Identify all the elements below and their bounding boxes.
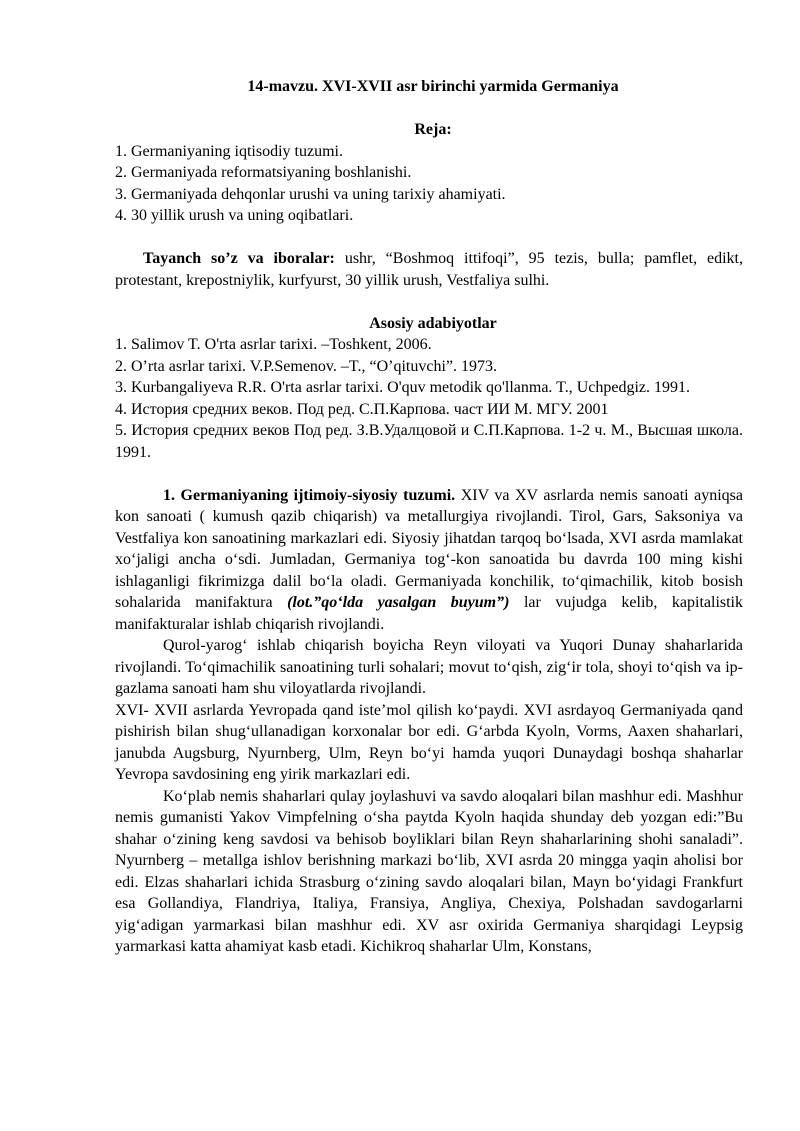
plan-heading: Reja: — [414, 121, 452, 138]
literature-item: 3. Kurbangaliyeva R.R. O'rta asrlar tarixi. O'quv metodik qo'llanma. T., Uchpedgiz. 1991. — [115, 379, 691, 396]
document-page — [115, 76, 743, 958]
literature-heading: Asosiy adabiyotlar — [369, 314, 497, 332]
body-paragraph: XVI- XVII asrlarda Yevropada qand iste’mol qilish ko‘paydi. XVI asrdayoq Germaniyada qand pishirish bilan shug‘ullanadigan korxonalar bor edi. G‘arbda Kyoln, Vorms, Aaxen shaharlari, janubda Augsburg, Nyurnberg, Ulm, Reyn bo‘yi hamda yuqori Dunaydagi boshqa shaharlar Yevropa savdosining eng yirik markazlari edi. — [115, 701, 743, 783]
body-paragraph — [115, 485, 743, 636]
section-heading: 1. Germaniyaning ijtimoiy-siyosiy tuzumi. — [163, 486, 456, 504]
keywords-paragraph — [115, 248, 743, 291]
keywords-label: Tayanch so’z va iboralar: — [143, 250, 335, 267]
literature-list — [115, 334, 743, 463]
plan-list — [115, 141, 743, 227]
literature-item: 4. История средних веков. Под ред. С.П.Карпова. част ИИ М. МГУ. 2001 — [115, 400, 609, 418]
paragraph-text: XIV va XV asrlarda nemis sanoati ayniqsa kon sanoati ( kumush qazib chiqarish) va metallurgiya rivojlandi. Tirol, Gars, Saksoniya va Vestfaliya kon sanoatining markazlari edi. Siyosiy jihatdan tarqoq bo‘lsada, XVI asrda mamlakat xo‘jaligi ancha o‘sdi. Jumladan, Germaniya tog‘-kon sanoatida bu davrda 100 ming kishi ishlaganligi fikrimizga dalil bo‘la oladi. Germaniyada konchilik, to‘qimachilik, kitob bosish sohalarida manifaktura — [115, 486, 743, 611]
literature-item: 2. O’rta asrlar tarixi. V.P.Semenov. –T., “O’qituvchi”. 1973. — [115, 357, 497, 375]
plan-item: 4. 30 yillik urush va uning oqibatlari. — [115, 207, 354, 224]
literature-item: 5. История средних веков Под ред. З.В.Удалцовой и С.П.Карпова. 1-2 ч. М., Высшая школа. 1991. — [115, 422, 743, 461]
plan-item: 3. Germaniyada dehqonlar urushi va uning tarixiy ahamiyati. — [115, 185, 506, 203]
body-paragraph: Qurol-yarog‘ ishlab chiqarish boyicha Reyn viloyati va Yuqori Dunay shaharlarida rivojlandi. To‘qimachilik sanoatining turli sohalari; movut to‘qish, zig‘ir tola, shoyi to‘qish va ip-gazlama sanoati ham shu viloyatlarda rivojlandi. — [115, 637, 743, 697]
plan-item: 2. Germaniyada reformatsiyaning boshlanishi. — [115, 164, 412, 181]
plan-item: 1. Germaniyaning iqtisodiy tuzumi. — [115, 142, 343, 160]
body-paragraph: Ko‘plab nemis shaharlari qulay joylashuvi va savdo aloqalari bilan mashhur edi. Mashhur nemis gumanisti Yakov Vimpfelning o‘sha paytda Kyoln haqida shunday deb yozgan edi:”Bu shahar o‘zining keng savdosi va behisob boyliklari bilan Reyn shaharlarining shohi sanaladi”. Nyurnberg – metallga ishlov berishning markazi bo‘lib, XVI asrda 20 mingga yaqin aholisi bor edi. Elzas shaharlari ichida Strasburg o‘zining savdo aloqalari bilan, Mayn bo‘yidagi Frankfurt esa Gollandiya, Flandriya, Italiya, Fransiya, Angliya, Chexiya, Polshadan savdogarlarni yig‘adigan yarmarkasi bilan mashhur edi. XV asr oxirida Germaniya sharqidagi Leypsig yarmarkasi katta ahamiyat kasb etadi. Kichikroq shaharlar Ulm, Konstans, — [115, 787, 743, 955]
keywords-text: ushr, “Boshmoq ittifoqi”, 95 tezis, bulla; pamflet, edikt, protestant, krepostniylik, kurfyurst, 30 yillik urush, Vestfaliya sulhi. — [115, 250, 744, 289]
term-definition: (lot.”qo‘lda yasalgan buyum”) — [287, 594, 510, 611]
literature-item: 1. Salimov T. O'rta asrlar tarixi. –Toshkent, 2006. — [115, 336, 432, 353]
page-title: 14-mavzu. XVI-XVII asr birinchi yarmida Germaniya — [247, 78, 619, 95]
paragraph-text: lar vujudga kelib, kapitalistik manifakturalar ishlab chiqarish rivojlandi. — [115, 594, 743, 633]
